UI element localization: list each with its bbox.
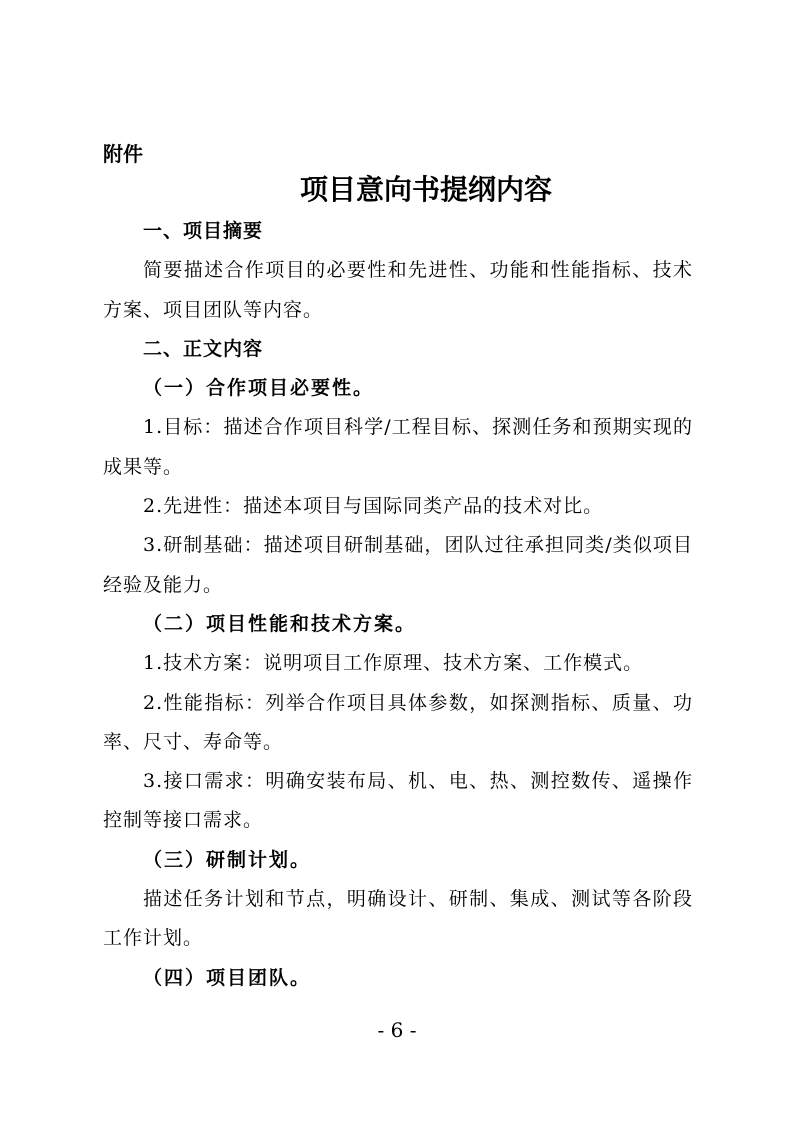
necessity-item-goal: 1.目标：描述合作项目科学/工程目标、探测任务和预期实现的成果等。 — [103, 416, 693, 478]
document-body — [103, 212, 693, 998]
performance-item-interfaces: 3.接口需求：明确安装布局、机、电、热、测控数传、遥操作控制等接口需求。 — [103, 770, 693, 832]
plan-text: 描述任务计划和节点，明确设计、研制、集成、测试等各阶段工作计划。 — [103, 888, 693, 950]
necessity-item-advancement: 2.先进性：描述本项目与国际同类产品的技术对比。 — [143, 495, 604, 518]
subsection-heading-team: （四）项目团队。 — [143, 966, 312, 989]
attachment-label: 附件 — [103, 142, 143, 166]
section-heading-summary: 一、项目摘要 — [143, 220, 264, 242]
subsection-heading-plan: （三）研制计划。 — [143, 848, 312, 871]
necessity-item-foundation: 3.研制基础：描述项目研制基础，团队过往承担同类/类似项目经验及能力。 — [103, 534, 693, 596]
performance-item-technical-plan: 1.技术方案：说明项目工作原理、技术方案、工作模式。 — [143, 652, 644, 675]
page-number: - 6 - — [377, 1018, 417, 1042]
document-title: 项目意向书提纲内容 — [299, 173, 552, 206]
section-heading-body: 二、正文内容 — [143, 337, 264, 360]
subsection-heading-necessity: （一）合作项目必要性。 — [143, 377, 375, 400]
performance-item-indicators: 2.性能指标：列举合作项目具体参数，如探测指标、质量、功率、尺寸、寿命等。 — [103, 691, 693, 753]
section-summary-text: 简要描述合作项目的必要性和先进性、功能和性能指标、技术方案、项目团队等内容。 — [103, 259, 693, 321]
subsection-heading-performance: （二）项目性能和技术方案。 — [143, 612, 417, 635]
